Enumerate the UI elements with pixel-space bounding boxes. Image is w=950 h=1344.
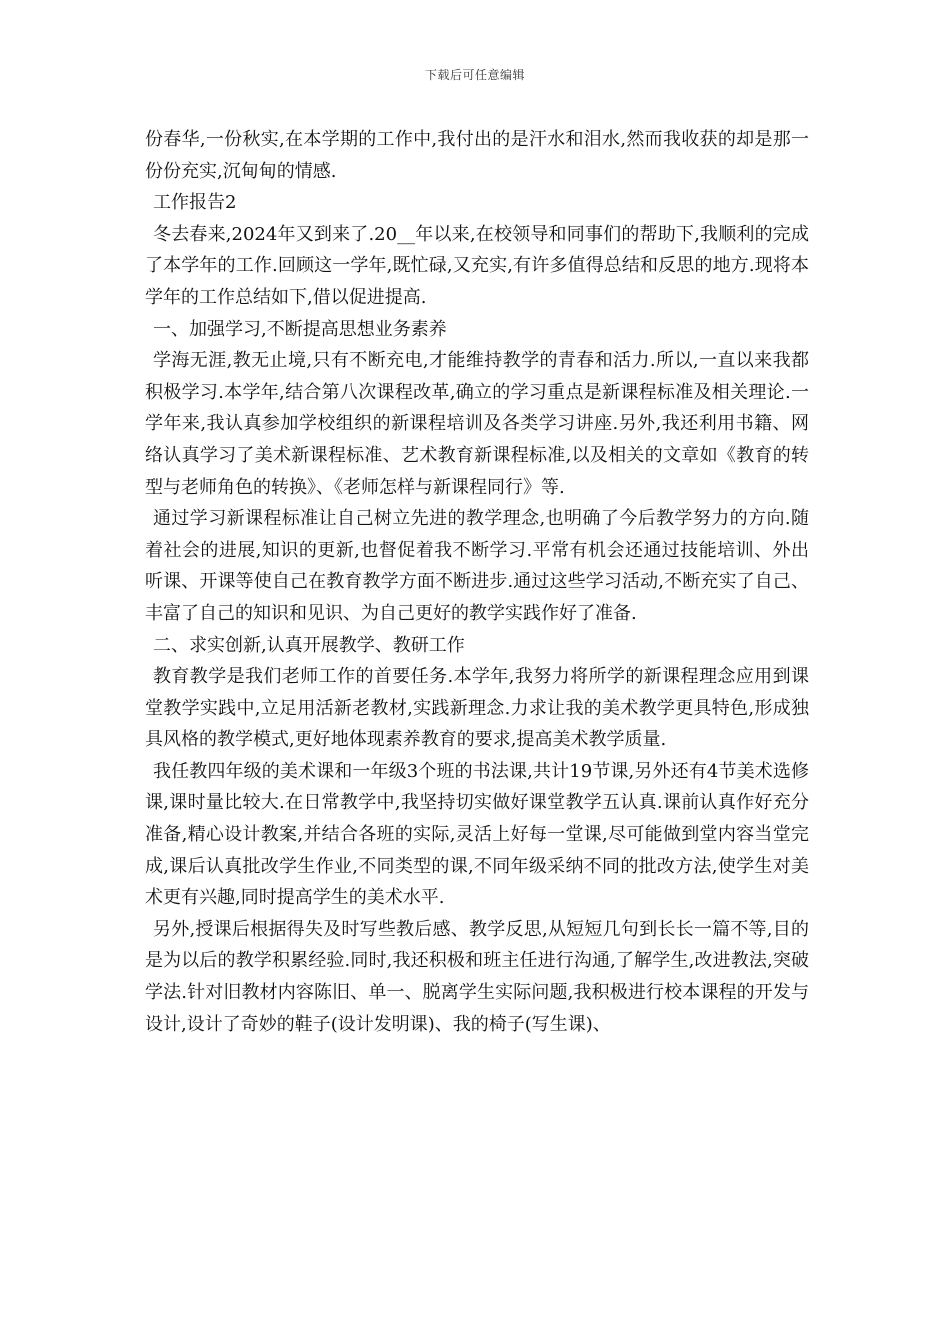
document-body — [145, 124, 809, 1040]
paragraph: 学海无涯,教无止境,只有不断充电,才能维持教学的青春和活力.所以,一直以来我都积极学习.本学年,结合第八次课程改革,确立的学习重点是新课程标准及相关理论.一学年来,我认真参加学校组织的新课程培训及各类学习讲座.另外,我还利用书籍、网络认真学习了美术新课程标准、艺术教育新课程标准,以及相关的文章如《教育的转型与老师角色的转换》、《老师怎样与新课程同行》等. — [145, 350, 809, 498]
paragraph: 我任教四年级的美术课和一年级3个班的书法课,共计19节课,另外还有4节美术选修课,课时量比较大.在日常教学中,我坚持切实做好课堂教学五认真.课前认真作好充分准备,精心设计教案,并结合各班的实际,灵活上好每一堂课,尽可能做到堂内容当堂完成,课后认真批改学生作业,不同类型的课,不同年级采纳不同的批改方法,使学生对美术更有兴趣,同时提高学生的美术水平. — [145, 760, 809, 909]
section-heading: 一、加强学习,不断提高思想业务素养 — [153, 318, 447, 340]
section-title: 工作报告2 — [153, 192, 237, 214]
page-header: 下载后可任意编辑 — [424, 68, 525, 82]
section-heading: 二、求实创新,认真开展教学、教研工作 — [153, 634, 465, 656]
paragraph: 份春华,一份秋实,在本学期的工作中,我付出的是汗水和泪水,然而我收获的却是那一份份充实,沉甸甸的情感. — [145, 129, 809, 182]
paragraph: 另外,授课后根据得失及时写些教后感、教学反思,从短短几句到长长一篇不等,目的是为以后的教学积累经验.同时,我还积极和班主任进行沟通,了解学生,改进教法,突破学法.针对旧教材内容陈旧、单一、脱离学生实际问题,我积极进行校本课程的开发与设计,设计了奇妙的鞋子(设计发明课)、我的椅子(写生课)、 — [145, 918, 809, 1035]
paragraph: 教育教学是我们老师工作的首要任务.本学年,我努力将所学的新课程理念应用到课堂教学实践中,立足用活新老教材,实践新理念.力求让我的美术教学更具特色,形成独具风格的教学模式,更好地体现素养教育的要求,提高美术教学质量. — [145, 666, 809, 751]
paragraph: 通过学习新课程标准让自己树立先进的教学理念,也明确了今后教学努力的方向.随着社会的进展,知识的更新,也督促着我不断学习.平常有机会还通过技能培训、外出听课、开课等使自己在教育教学方面不断进步.通过这些学习活动,不断充实了自己、丰富了自己的知识和见识、为自己更好的教学实践作好了准备. — [145, 508, 809, 624]
paragraph: 冬去春来,2024年又到来了.20__年以来,在校领导和同事们的帮助下,我顺利的完成了本学年的工作.回顾这一学年,既忙碌,又充实,有许多值得总结和反思的地方.现将本学年的工作总结如下,借以促进提高. — [145, 223, 809, 308]
